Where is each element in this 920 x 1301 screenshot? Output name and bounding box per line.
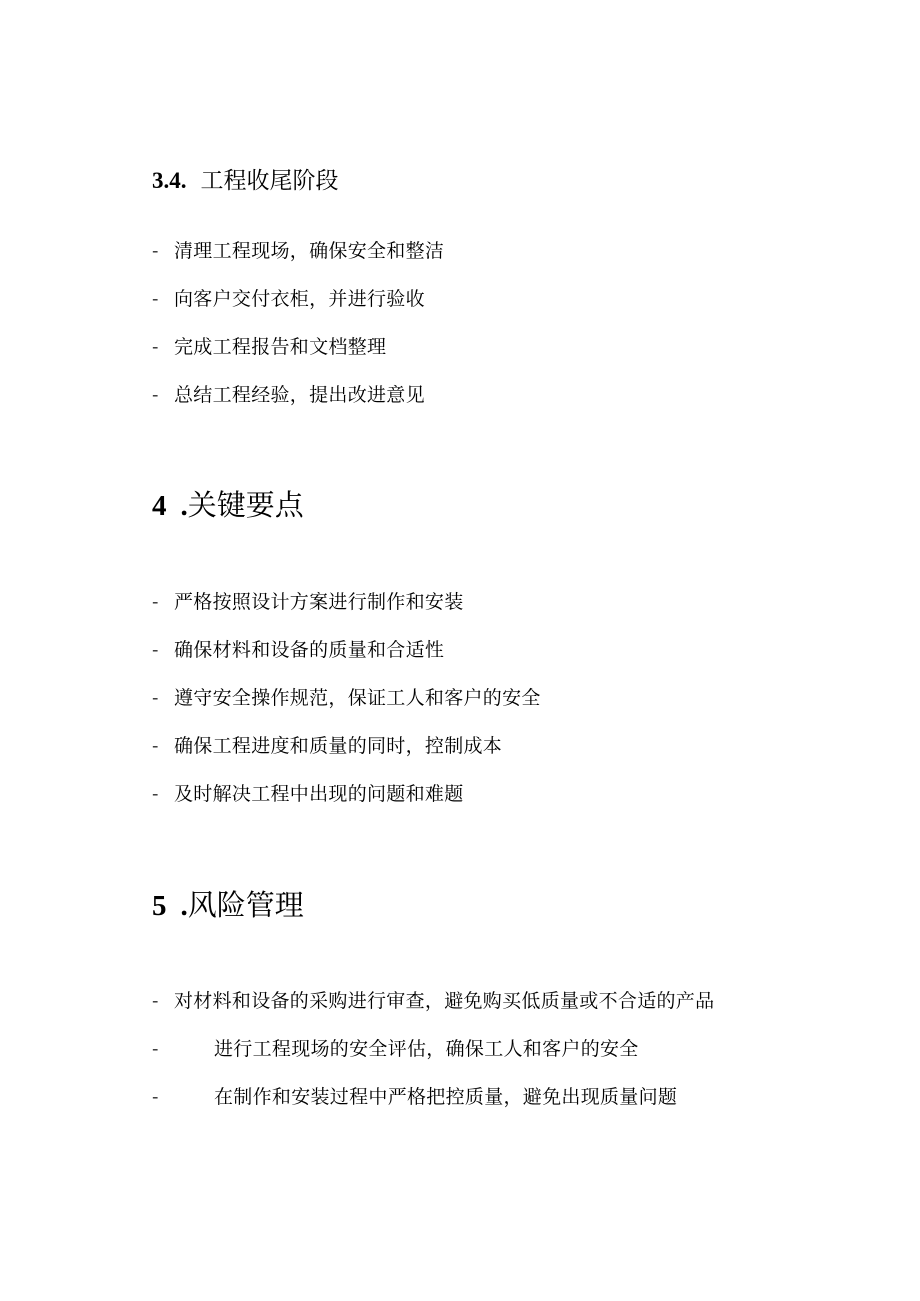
list-item-text: 在制作和安装过程中严格把控质量，避免出现质量问题 (214, 1086, 678, 1108)
bullet-dash: - (152, 288, 159, 310)
bullet-dash: - (152, 1086, 159, 1108)
list-item (152, 986, 714, 1034)
list-item-text: 总结工程经验，提出改进意见 (174, 384, 425, 406)
list-item-text: 清理工程现场，确保安全和整洁 (174, 240, 445, 262)
list-item (152, 635, 541, 683)
bullet-dash: - (152, 384, 159, 406)
list-item-text: 确保材料和设备的质量和合适性 (174, 639, 445, 661)
list-item-text: 严格按照设计方案进行制作和安装 (174, 591, 464, 613)
bullet-dash: - (152, 336, 159, 358)
section-number-dot: . (180, 490, 188, 522)
bullet-dash: - (152, 240, 159, 262)
list-item (152, 1082, 714, 1130)
section-number: 5 (152, 890, 167, 922)
list-item (152, 236, 444, 284)
list-item-text: 及时解决工程中出现的问题和难题 (174, 783, 464, 805)
list-item-text: 完成工程报告和文档整理 (174, 336, 387, 358)
bullet-dash: - (152, 735, 159, 757)
section-number-dot: . (180, 890, 188, 922)
list-item (152, 284, 444, 332)
list-item-text: 向客户交付衣柜，并进行验收 (174, 288, 425, 310)
section-number: 3.4. (152, 168, 187, 193)
list-item-text: 进行工程现场的安全评估，确保工人和客户的安全 (214, 1038, 639, 1060)
section-title: 工程收尾阶段 (200, 168, 339, 194)
list-item (152, 731, 541, 779)
list-item-text: 遵守安全操作规范，保证工人和客户的安全 (174, 687, 541, 709)
bullet-dash: - (152, 783, 159, 805)
bullet-list-closing-phase (152, 236, 444, 428)
bullet-dash: - (152, 1038, 159, 1060)
list-item (152, 587, 541, 635)
section-number: 4 (152, 490, 167, 522)
list-item (152, 779, 541, 827)
list-item-text: 确保工程进度和质量的同时，控制成本 (174, 735, 503, 757)
section-heading-5 (152, 887, 304, 924)
bullet-dash: - (152, 990, 159, 1012)
section-heading-4 (152, 487, 304, 524)
section-heading-3-4 (152, 166, 339, 196)
section-title: 关键要点 (187, 488, 304, 522)
bullet-dash: - (152, 687, 159, 709)
bullet-list-risk-management (152, 986, 714, 1130)
list-item-text: 对材料和设备的采购进行审查，避免购买低质量或不合适的产品 (174, 990, 715, 1012)
bullet-dash: - (152, 639, 159, 661)
list-item (152, 380, 444, 428)
bullet-dash: - (152, 591, 159, 613)
bullet-list-key-points (152, 587, 541, 827)
list-item (152, 332, 444, 380)
section-title: 风险管理 (187, 888, 304, 922)
list-item (152, 683, 541, 731)
list-item (152, 1034, 714, 1082)
